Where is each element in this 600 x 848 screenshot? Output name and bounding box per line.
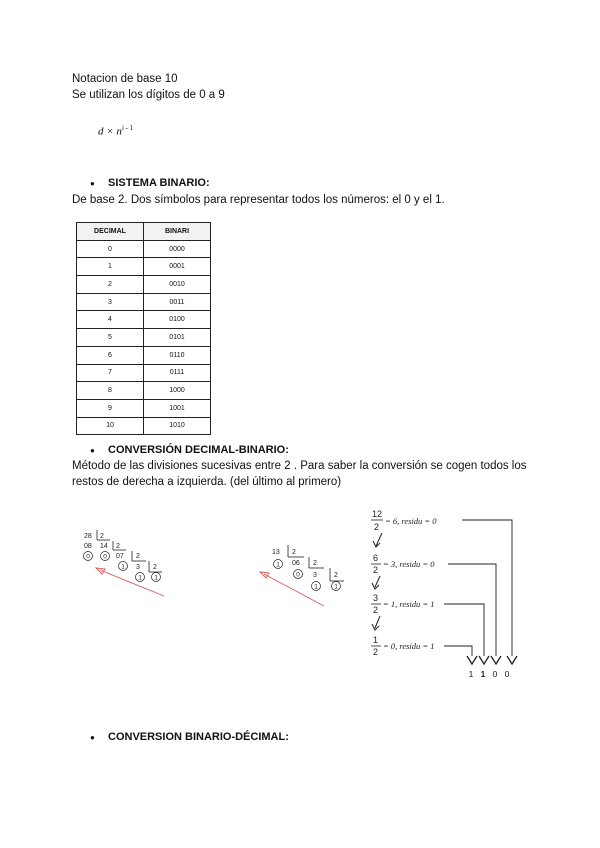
step-numerator: 6 <box>373 553 379 563</box>
header-binary: BINARI <box>144 223 211 241</box>
decimal-cell: 2 <box>77 276 144 294</box>
quotient-3: 3 <box>136 564 140 571</box>
table-row <box>77 276 211 294</box>
remainder: 1 <box>121 563 125 571</box>
dividend-13: 13 <box>272 549 280 556</box>
divisor: 2 <box>313 560 317 567</box>
binary-cell: 0011 <box>144 293 211 311</box>
remainder: 0 <box>86 553 90 561</box>
step-numerator: 3 <box>373 593 379 603</box>
step-result: = 3, residu = 0 <box>383 559 435 569</box>
decimal-cell: 4 <box>77 311 144 329</box>
binary-cell: 0100 <box>144 311 211 329</box>
bullet-icon: ● <box>90 733 95 742</box>
binary-cell: 0001 <box>144 258 211 276</box>
step-result: = 0, residu = 1 <box>383 641 435 651</box>
conversion-heading: CONVERSIÓN DECIMAL-BINARIO: <box>108 444 289 456</box>
binary-table <box>76 222 211 435</box>
decimal-cell: 0 <box>77 240 144 258</box>
step-numerator: 1 <box>373 635 379 645</box>
binary-cell: 0101 <box>144 329 211 347</box>
decimal-cell: 6 <box>77 346 144 364</box>
reverse-heading-row <box>72 730 289 745</box>
table-row <box>77 293 211 311</box>
remainder: 0 <box>103 553 107 561</box>
header-decimal: DECIMAL <box>77 223 144 241</box>
binary-heading: SISTEMA BINARIO: <box>108 177 210 189</box>
formula-base: d × n <box>98 125 122 138</box>
step-result: = 1, residu = 1 <box>383 599 435 609</box>
table-header-row <box>77 223 211 241</box>
dividend-28: 28 <box>84 533 92 540</box>
arrow-head-icon <box>96 568 105 574</box>
quotient-3: 3 <box>313 572 317 579</box>
step-numerator: 12 <box>372 509 383 519</box>
table-row <box>77 417 211 435</box>
conversion-line-2: restos de derecha a izquierda. (del último al primero) <box>72 476 342 488</box>
reverse-heading: CONVERSION BINARIO-DÉCIMAL: <box>108 731 289 743</box>
arrow-head-icon <box>260 572 269 578</box>
conversion-line-1: Método de las divisiones sucesivas entre 2 . Para saber la conversión se cogen todos los <box>72 460 527 472</box>
divisor: 2 <box>153 564 157 571</box>
result-digit: 0 <box>504 669 510 679</box>
intro-line-1: Notacion de base 10 <box>72 73 178 85</box>
quotient-14: 14 <box>100 543 108 550</box>
divisor: 2 <box>292 549 296 556</box>
decimal-cell: 8 <box>77 382 144 400</box>
decimal-cell: 10 <box>77 417 144 435</box>
step-denominator: 2 <box>373 605 379 615</box>
table-row <box>77 329 211 347</box>
quotient-07: 07 <box>116 553 124 560</box>
table-row <box>77 311 211 329</box>
divisor: 2 <box>136 553 140 560</box>
step-denominator: 2 <box>374 522 380 532</box>
step-denominator: 2 <box>373 647 379 657</box>
remainder: 1 <box>138 574 142 582</box>
decimal-cell: 3 <box>77 293 144 311</box>
result-digit: 0 <box>492 669 498 679</box>
table-row <box>77 382 211 400</box>
step-result: = 6, residu = 0 <box>385 516 437 526</box>
result-digit: 1 <box>468 669 474 679</box>
remainder: 1 <box>314 583 318 591</box>
division-diagram-28 <box>78 528 170 602</box>
divisor: 2 <box>334 572 338 579</box>
table-row <box>77 240 211 258</box>
table-row <box>77 258 211 276</box>
remainder: 1 <box>334 583 338 591</box>
conversion-heading-row <box>72 443 289 458</box>
decimal-cell: 5 <box>77 329 144 347</box>
result-digit: 1 <box>480 669 486 679</box>
remainder: 0 <box>296 571 300 579</box>
binary-cell: 1000 <box>144 382 211 400</box>
quotient-06: 06 <box>292 560 300 567</box>
binary-heading-row <box>72 176 210 191</box>
binary-description: De base 2. Dos símbolos para representar todos los números: el 0 y el 1. <box>72 194 445 206</box>
formula-exponent: i - 1 <box>121 124 134 132</box>
base-formula <box>98 124 133 138</box>
binary-cell: 0000 <box>144 240 211 258</box>
decimal-cell: 9 <box>77 399 144 417</box>
binary-cell: 0111 <box>144 364 211 382</box>
binary-cell: 1001 <box>144 399 211 417</box>
partial-08: 08 <box>84 543 92 550</box>
division-diagram-13 <box>258 540 350 610</box>
fraction-diagram-12 <box>366 504 518 684</box>
intro-line-2: Se utilizan los dígitos de 0 a 9 <box>72 89 225 101</box>
divisor: 2 <box>116 543 120 550</box>
table-row <box>77 399 211 417</box>
remainder: 1 <box>276 561 280 569</box>
table-row <box>77 346 211 364</box>
remainder: 1 <box>154 574 158 582</box>
bullet-icon: ● <box>90 446 95 455</box>
binary-cell: 1010 <box>144 417 211 435</box>
table-row <box>77 364 211 382</box>
bullet-icon: ● <box>90 179 95 188</box>
binary-cell: 0010 <box>144 276 211 294</box>
decimal-cell: 1 <box>77 258 144 276</box>
step-denominator: 2 <box>373 565 379 575</box>
decimal-cell: 7 <box>77 364 144 382</box>
binary-cell: 0110 <box>144 346 211 364</box>
divisor: 2 <box>100 533 104 540</box>
